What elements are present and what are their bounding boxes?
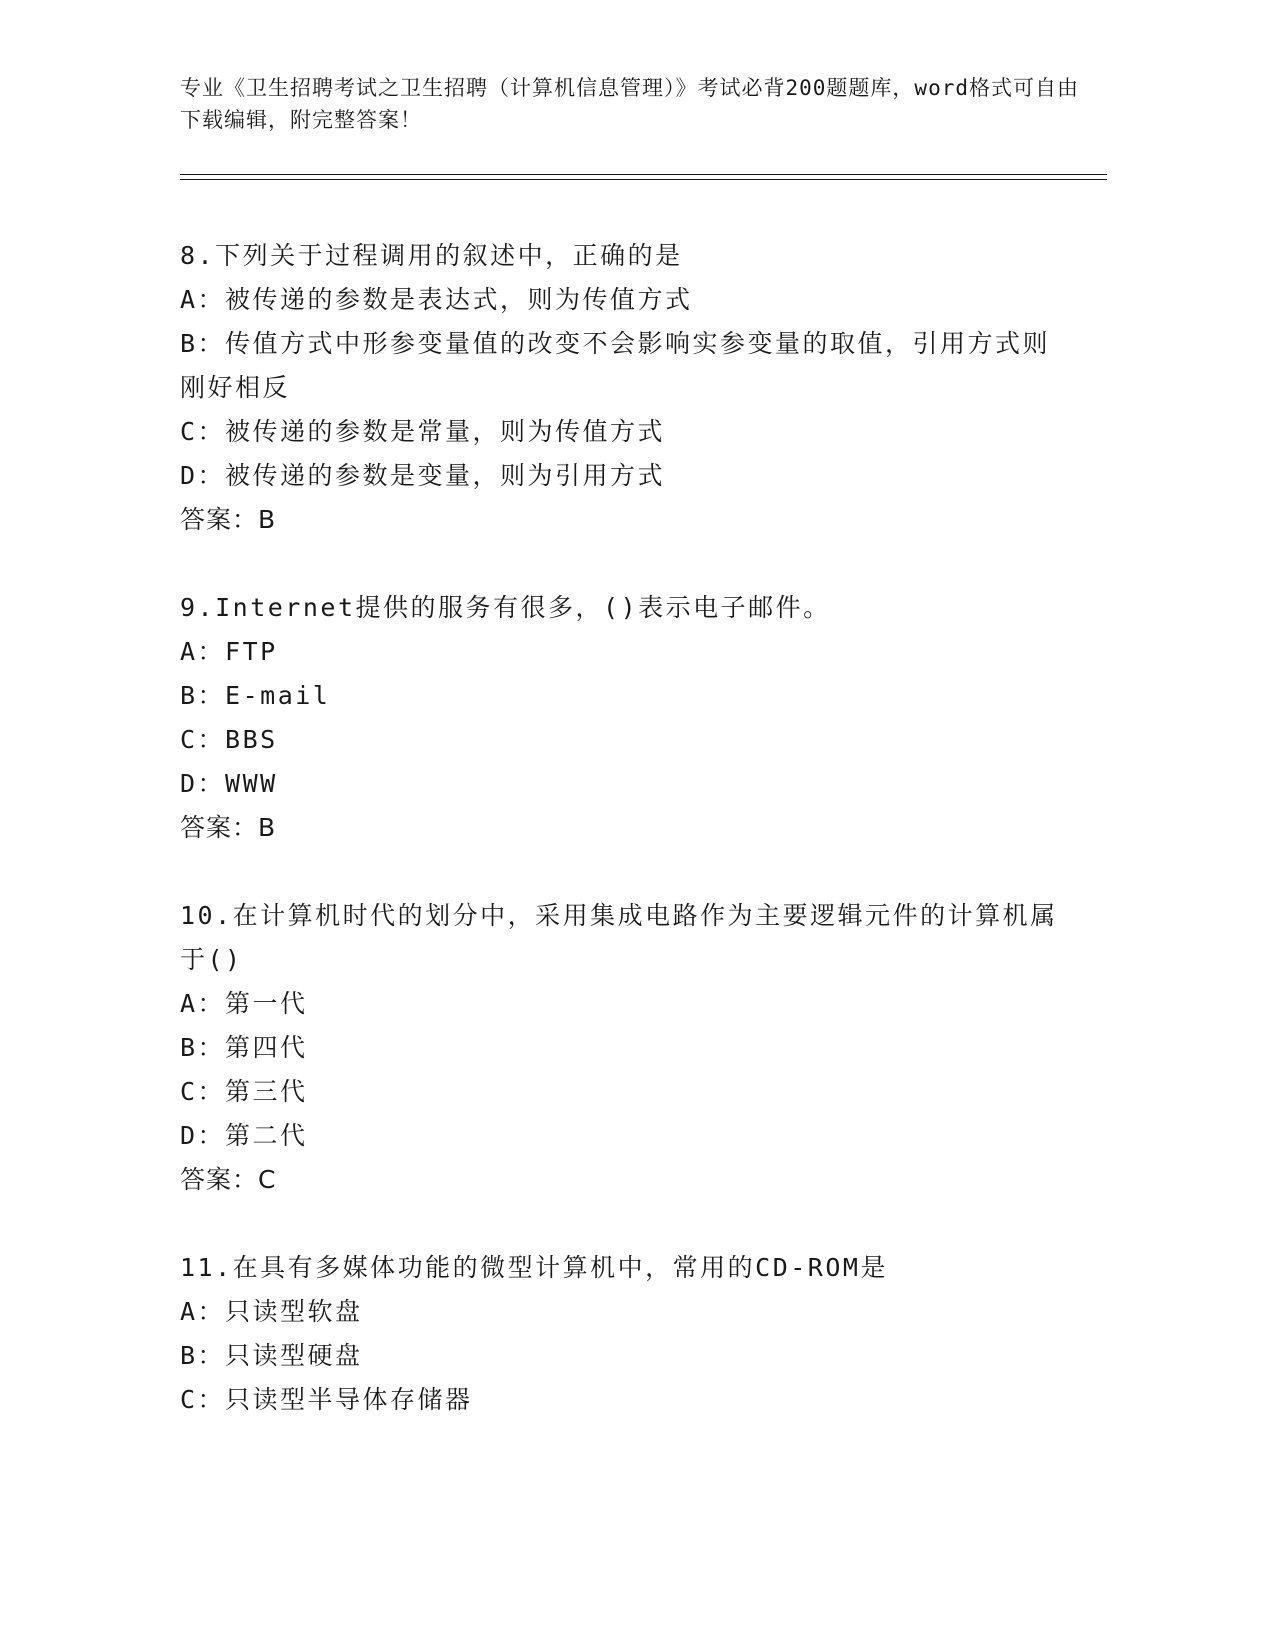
answer: 答案：B	[180, 813, 277, 842]
option-a: A：第一代	[180, 989, 308, 1018]
option-a: A：被传递的参数是表达式，则为传值方式	[180, 285, 693, 314]
option-c: C：BBS	[180, 725, 278, 754]
option-d: D：第二代	[180, 1121, 308, 1150]
question-stem: 9.Internet提供的服务有很多，()表示电子邮件。	[180, 593, 831, 622]
option-c: C：第三代	[180, 1077, 308, 1106]
answer: 答案：B	[180, 505, 277, 534]
option-b: B：第四代	[180, 1033, 308, 1062]
header-divider-bottom	[180, 179, 1107, 180]
option-c: C：被传递的参数是常量，则为传值方式	[180, 417, 666, 446]
question-stem: 11.在具有多媒体功能的微型计算机中，常用的CD-ROM是	[180, 1253, 888, 1282]
question-10	[180, 894, 1060, 1202]
option-d: D：被传递的参数是变量，则为引用方式	[180, 461, 666, 490]
answer: 答案：C	[180, 1165, 277, 1194]
option-b: B：只读型硬盘	[180, 1341, 363, 1370]
header-divider-top	[180, 174, 1107, 175]
question-stem: 10.在计算机时代的划分中，采用集成电路作为主要逻辑元件的计算机属于()	[180, 901, 1058, 974]
question-11	[180, 1246, 1060, 1422]
question-stem: 8.下列关于过程调用的叙述中，正确的是	[180, 241, 683, 270]
question-list	[180, 234, 1060, 1466]
option-a: A：只读型软盘	[180, 1297, 363, 1326]
option-d: D：WWW	[180, 769, 278, 798]
option-b: B：E-mail	[180, 681, 331, 710]
question-8	[180, 234, 1060, 542]
document-header: 专业《卫生招聘考试之卫生招聘（计算机信息管理）》考试必背200题题库，word格式可自由下载编辑，附完整答案！	[180, 76, 1079, 132]
option-a: A：FTP	[180, 637, 278, 666]
option-c: C：只读型半导体存储器	[180, 1385, 473, 1414]
question-9	[180, 586, 1060, 850]
option-b: B：传值方式中形参变量值的改变不会影响实参变量的取值，引用方式则刚好相反	[180, 329, 1051, 402]
